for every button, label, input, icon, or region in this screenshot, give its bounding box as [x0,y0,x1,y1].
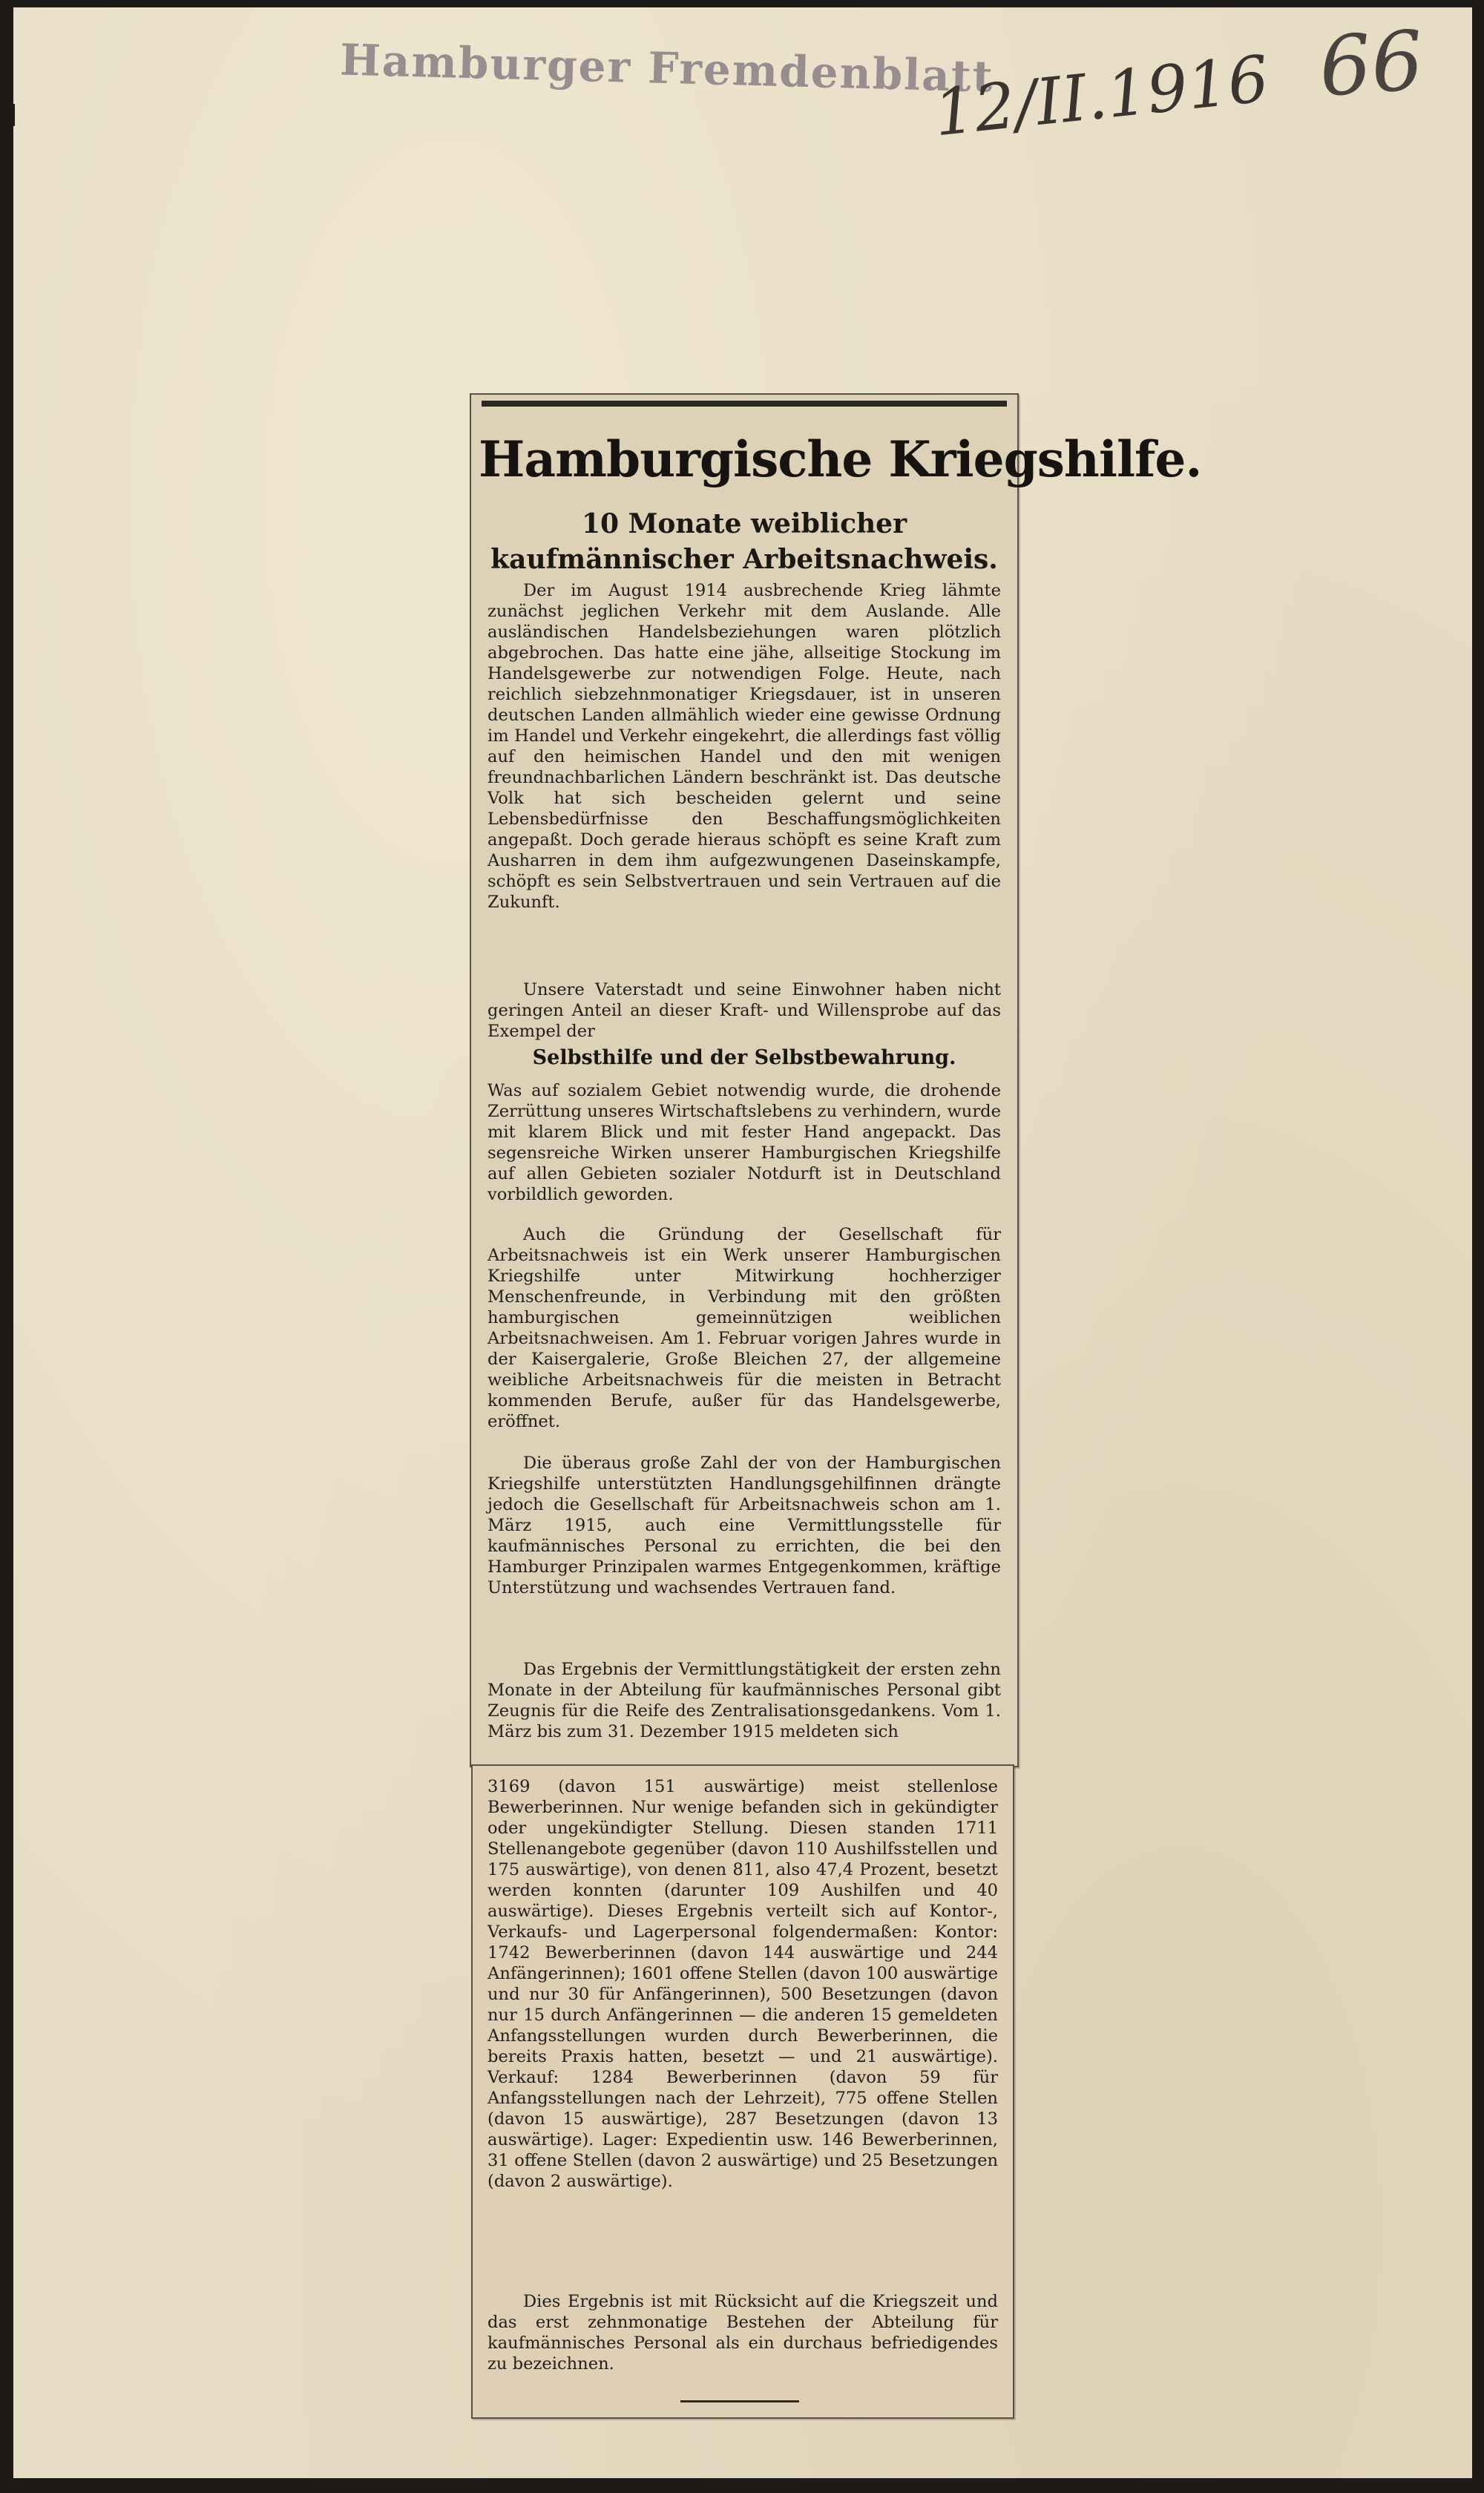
clipping-lower [471,1764,1014,2419]
top-rule [482,401,1007,407]
page-number: 66 [1316,13,1427,115]
newspaper-stamp: Hamburger Fremdenblatt [339,34,995,102]
intertitle: Selbsthilfe und der Selbstbewahrung. [532,1046,956,1069]
paragraph-4: Auch die Gründung der Gesellschaft für Arbeitsnachweis ist ein Werk unserer Hamburgischen Kriegshilfe unter Mitwirkung hochherziger Menschenfreunde, in Verbindung mit den größten hamburgischen gemeinnützigen weiblichen Arbeitsnachweisen. Am 1. Februar vorigen Jahres wurde in der Kaisergalerie, Große Bleichen 27, der allgemeine weibliche Arbeitsnachweis für die meisten in Betracht kommenden Berufe, außer für das Handelsgewerbe, eröffnet. [487,1225,1001,1431]
edge-tear [4,156,12,172]
subheadline: 10 Monate weiblicher kaufmännischer Arbeitsnachweis. [490,508,998,575]
closing-rule [680,2400,799,2402]
archive-sheet [13,7,1472,2478]
paragraph-7: 3169 (davon 151 auswärtige) meist stellenlose Bewerberinnen. Nur wenige befanden sich in gekündigter oder ungekündigter Stellung. Diesen standen 1711 Stellenangebote gegenüber (davon 110 Aushilfsstellen und 175 auswärtige), von denen 811, also 47,4 Prozent, besetzt werden konnten (darunter 109 Aushilfen und 40 auswärtige). Dieses Ergebnis verteilt sich auf Kontor-, Verkaufs- und Lagerpersonal folgendermaßen: Kontor: 1742 Bewerberinnen (davon 144 auswärtige und 244 Anfängerinnen); 1601 offene Stellen (davon 100 auswärtige und nur 30 für Anfängerinnen), 500 Besetzungen (davon nur 15 durch Anfängerinnen — die anderen 15 gemeldeten Anfangsstellungen wurden durch Bewerberinnen, die bereits Praxis hatten, besetzt — und 21 auswärtige). Verkauf: 1284 Bewerberinnen (davon 59 für Anfangsstellungen nach der Lehrzeit), 775 offene Stellen (davon 15 auswärtige), 287 Besetzungen (davon 13 auswärtige). Lager: Expedientin usw. 146 Bewerberinnen, 31 offene Stellen (davon 2 auswärtige) und 25 Besetzungen (davon 2 auswärtige). [487,1777,998,2191]
headline: Hamburgische Kriegshilfe. [479,430,1202,488]
paragraph-2: Unsere Vaterstadt und seine Einwohner haben nicht geringen Anteil an dieser Kraft- und Willensprobe auf das Exempel der [487,980,1001,1041]
clipping-upper [470,393,1202,1767]
paragraph-1: Der im August 1914 ausbrechende Krieg lähmte zunächst jeglichen Verkehr mit dem Auslande. Alle ausländischen Handelsbeziehungen waren plötzlich abgebrochen. Das hatte eine jähe, allseitige Stockung im Handelsgewerbe zur notwendigen Folge. Heute, nach reichlich siebzehnmonatiger Kriegsdauer, ist in unseren deutschen Landen allmählich wieder eine gewisse Ordnung im Handel und Verkehr eingekehrt, die allerdings fast völlig auf den heimischen Handel und den mit wenigen freundnachbarlichen Ländern beschränkt ist. Das deutsche Volk hat sich bescheiden gelernt und seine Lebensbedürfnisse den Beschaffungsmöglichkeiten angepaßt. Doch gerade hieraus schöpft es seine Kraft zum Ausharren in dem ihm aufgezwungenen Daseinskampfe, schöpft es sein Selbstvertrauen und sein Vertrauen auf die Zukunft. [487,581,1001,912]
paragraph-6: Das Ergebnis der Vermittlungstätigkeit der ersten zehn Monate in der Abteilung für kaufmännisches Personal gibt Zeugnis für die Reife des Zentralisationsgedankens. Vom 1. März bis zum 31. Dezember 1915 meldeten sich [487,1660,1001,1741]
paragraph-8: Dies Ergebnis ist mit Rücksicht auf die Kriegszeit und das erst zehnmonatige Bestehen der Abteilung für kaufmännisches Personal als ein durchaus befriedigendes zu bezeichnen. [487,2292,998,2374]
edge-tear [4,104,15,126]
handwritten-date: 12/II.1916 [930,42,1273,151]
paragraph-5: Die überaus große Zahl der von der Hamburgischen Kriegshilfe unterstützten Handlungsgehilfinnen drängte jedoch die Gesellschaft für Arbeitsnachweis schon am 1. März 1915, auch eine Vermittlungsstelle für kaufmännisches Personal zu errichten, die bei den Hamburger Prinzipalen warmes Entgegenkommen, kräftige Unterstützung und wachsendes Vertrauen fand. [487,1454,1001,1597]
paragraph-3: Was auf sozialem Gebiet notwendig wurde, die drohende Zerrüttung unseres Wirtschaftslebens zu verhindern, wurde mit klarem Blick und mit fester Hand angepackt. Das segensreiche Wirken unserer Hamburgischen Kriegshilfe auf allen Gebieten sozialer Notdurft ist in Deutschland vorbildlich geworden. [487,1081,1001,1204]
